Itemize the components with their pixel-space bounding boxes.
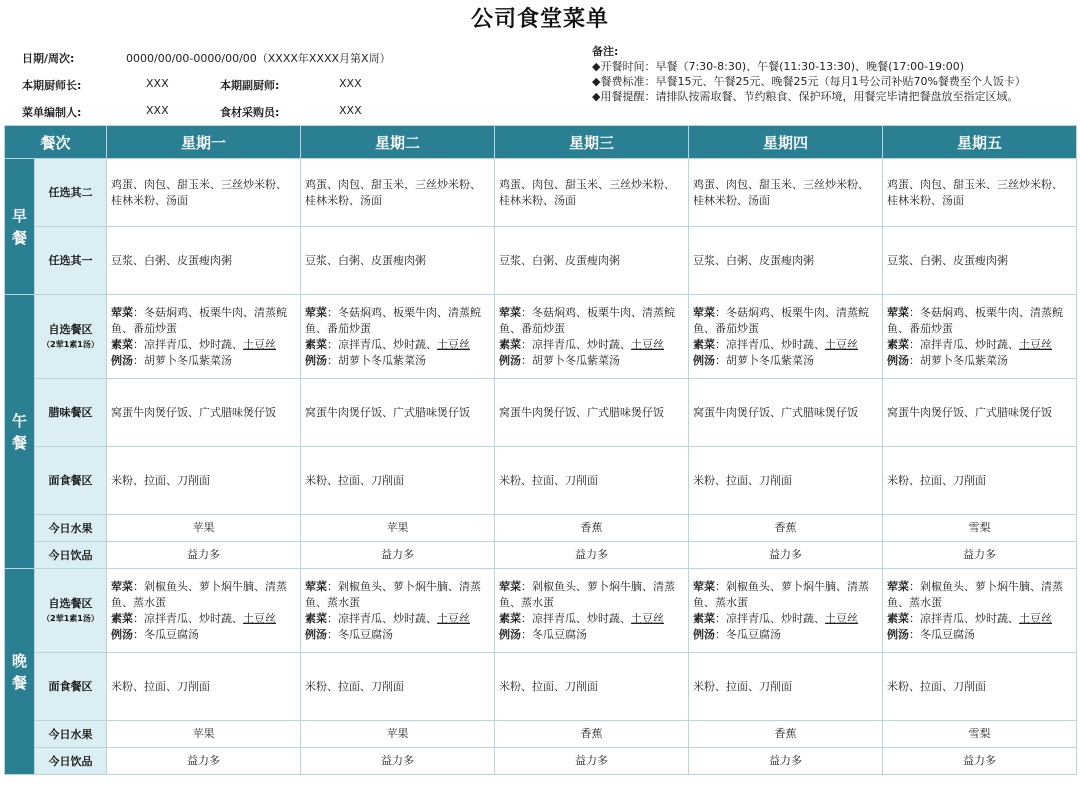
- menu-cell: 豆浆、白粥、皮蛋瘦肉粥: [689, 227, 883, 295]
- lunch-self-label: 自选餐区 （2荤1素1汤）: [35, 295, 107, 379]
- page-title: 公司食堂菜单: [470, 7, 609, 32]
- pick-two-label: 任选其二: [35, 159, 107, 227]
- lunch-cured-row: [5, 379, 1077, 447]
- menu-cell: 窝蛋牛肉煲仔饭、广式腊味煲仔饭: [107, 379, 301, 447]
- lunch-drink-row: [5, 542, 1077, 569]
- lunch-fruit-row: [5, 515, 1077, 542]
- fruit-cell: 苹果: [301, 721, 495, 748]
- pick-one-label: 任选其一: [35, 227, 107, 295]
- notes-line-hours: ◆开餐时间：早餐（7:30-8:30)、午餐(11:30-13:30)、晚餐(17:00-19:00): [592, 60, 965, 73]
- noodle-label: 面食餐区: [35, 653, 107, 721]
- fruit-cell: 苹果: [301, 515, 495, 542]
- menu-cell: 米粉、拉面、刀削面: [107, 653, 301, 721]
- menu-cell: 米粉、拉面、刀削面: [883, 447, 1077, 515]
- fruit-cell: 香蕉: [495, 721, 689, 748]
- menu-cell: 窝蛋牛肉煲仔饭、广式腊味煲仔饭: [495, 379, 689, 447]
- menu-cell: 豆浆、白粥、皮蛋瘦肉粥: [883, 227, 1077, 295]
- header-day: 星期三: [495, 126, 689, 159]
- combo-cell: 荤菜：冬菇焖鸡、板栗牛肉、清蒸鲩鱼、番茄炒蛋 素菜：凉拌青瓜、炒时蔬、土豆丝 例汤：胡萝卜冬瓜紫菜汤: [301, 295, 495, 379]
- drink-cell: 益力多: [301, 542, 495, 569]
- head-chef-value: XXX: [146, 77, 169, 90]
- date-label: 日期/周次:: [22, 52, 75, 65]
- cured-label: 腊味餐区: [35, 379, 107, 447]
- fruit-cell: 香蕉: [495, 515, 689, 542]
- menu-cell: 米粉、拉面、刀削面: [495, 447, 689, 515]
- breakfast-pick-two-row: [5, 159, 1077, 227]
- drink-cell: 益力多: [883, 542, 1077, 569]
- combo-cell: 荤菜：剁椒鱼头、萝卜焖牛腩、清蒸鱼、蒸水蛋 素菜：凉拌青瓜、炒时蔬、土豆丝 例汤：冬瓜豆腐汤: [495, 569, 689, 653]
- menu-cell: 米粉、拉面、刀削面: [107, 447, 301, 515]
- head-chef-label: 本期厨师长:: [22, 79, 82, 92]
- fruit-cell: 苹果: [107, 515, 301, 542]
- menu-cell: 鸡蛋、肉包、甜玉米、三丝炒米粉、桂林米粉、汤面: [689, 159, 883, 227]
- dinner-drink-row: [5, 748, 1077, 775]
- dinner-label: 晚 餐: [5, 569, 35, 775]
- drink-cell: 益力多: [107, 748, 301, 775]
- header-day: 星期二: [301, 126, 495, 159]
- menu-cell: 鸡蛋、肉包、甜玉米、三丝炒米粉、桂林米粉、汤面: [107, 159, 301, 227]
- menu-cell: 鸡蛋、肉包、甜玉米、三丝炒米粉、桂林米粉、汤面: [883, 159, 1077, 227]
- menu-cell: 米粉、拉面、刀削面: [883, 653, 1077, 721]
- fruit-cell: 苹果: [107, 721, 301, 748]
- combo-cell: 荤菜：冬菇焖鸡、板栗牛肉、清蒸鲩鱼、番茄炒蛋 素菜：凉拌青瓜、炒时蔬、土豆丝 例汤：胡萝卜冬瓜紫菜汤: [495, 295, 689, 379]
- menu-cell: 窝蛋牛肉煲仔饭、广式腊味煲仔饭: [301, 379, 495, 447]
- editor-label: 菜单编制人:: [22, 106, 82, 119]
- menu-cell: 鸡蛋、肉包、甜玉米、三丝炒米粉、桂林米粉、汤面: [495, 159, 689, 227]
- combo-cell: 荤菜：冬菇焖鸡、板栗牛肉、清蒸鲩鱼、番茄炒蛋 素菜：凉拌青瓜、炒时蔬、土豆丝 例汤：胡萝卜冬瓜紫菜汤: [107, 295, 301, 379]
- noodle-label: 面食餐区: [35, 447, 107, 515]
- menu-cell: 米粉、拉面、刀削面: [301, 447, 495, 515]
- header-day: 星期四: [689, 126, 883, 159]
- fruit-label: 今日水果: [35, 721, 107, 748]
- combo-cell: 荤菜：剁椒鱼头、萝卜焖牛腩、清蒸鱼、蒸水蛋 素菜：凉拌青瓜、炒时蔬、土豆丝 例汤：冬瓜豆腐汤: [883, 569, 1077, 653]
- lunch-self-row: [5, 295, 1077, 379]
- menu-table: [4, 125, 1077, 775]
- menu-cell: 米粉、拉面、刀削面: [689, 653, 883, 721]
- notes-title: 备注:: [592, 45, 619, 58]
- fruit-label: 今日水果: [35, 515, 107, 542]
- deputy-chef-value: XXX: [339, 77, 362, 90]
- drink-label: 今日饮品: [35, 748, 107, 775]
- dinner-noodle-row: [5, 653, 1077, 721]
- fruit-cell: 雪梨: [883, 721, 1077, 748]
- breakfast-label: 早 餐: [5, 159, 35, 295]
- info-row-chefs: [22, 77, 582, 104]
- combo-cell: 荤菜：剁椒鱼头、萝卜焖牛腩、清蒸鱼、蒸水蛋 素菜：凉拌青瓜、炒时蔬、土豆丝 例汤：冬瓜豆腐汤: [107, 569, 301, 653]
- combo-cell: 荤菜：冬菇焖鸡、板栗牛肉、清蒸鲩鱼、番茄炒蛋 素菜：凉拌青瓜、炒时蔬、土豆丝 例汤：胡萝卜冬瓜紫菜汤: [883, 295, 1077, 379]
- breakfast-pick-one-row: [5, 227, 1077, 295]
- menu-cell: 米粉、拉面、刀削面: [301, 653, 495, 721]
- menu-cell: 豆浆、白粥、皮蛋瘦肉粥: [495, 227, 689, 295]
- info-row-date: [22, 50, 582, 77]
- editor-value: XXX: [146, 104, 169, 117]
- notes-line-fees: ◆餐费标准：早餐15元、午餐25元、晚餐25元（每月1号公司补贴70%餐费至个人饭卡）: [592, 75, 1026, 88]
- drink-cell: 益力多: [689, 748, 883, 775]
- fruit-cell: 香蕉: [689, 721, 883, 748]
- combo-cell: 荤菜：冬菇焖鸡、板栗牛肉、清蒸鲩鱼、番茄炒蛋 素菜：凉拌青瓜、炒时蔬、土豆丝 例汤：胡萝卜冬瓜紫菜汤: [689, 295, 883, 379]
- menu-cell: 米粉、拉面、刀削面: [495, 653, 689, 721]
- menu-cell: 窝蛋牛肉煲仔饭、广式腊味煲仔饭: [883, 379, 1077, 447]
- deputy-chef-label: 本期副厨师:: [220, 79, 280, 92]
- menu-cell: 米粉、拉面、刀削面: [689, 447, 883, 515]
- notes-line-reminder: ◆用餐提醒：请排队按需取餐、节约粮食、保护环境，用餐完毕请把餐盘放至指定区域。: [592, 90, 1019, 103]
- fruit-cell: 雪梨: [883, 515, 1077, 542]
- dinner-self-row: [5, 569, 1077, 653]
- drink-label: 今日饮品: [35, 542, 107, 569]
- drink-cell: 益力多: [495, 748, 689, 775]
- notes-panel: [592, 44, 1072, 104]
- header-meal: 餐次: [5, 126, 107, 159]
- menu-cell: 豆浆、白粥、皮蛋瘦肉粥: [301, 227, 495, 295]
- dinner-fruit-row: [5, 721, 1077, 748]
- dinner-self-label: 自选餐区 （2荤1素1汤）: [35, 569, 107, 653]
- menu-cell: 窝蛋牛肉煲仔饭、广式腊味煲仔饭: [689, 379, 883, 447]
- combo-cell: 荤菜：剁椒鱼头、萝卜焖牛腩、清蒸鱼、蒸水蛋 素菜：凉拌青瓜、炒时蔬、土豆丝 例汤：冬瓜豆腐汤: [689, 569, 883, 653]
- purchaser-value: XXX: [339, 104, 362, 117]
- header-row: [5, 126, 1077, 159]
- drink-cell: 益力多: [107, 542, 301, 569]
- drink-cell: 益力多: [883, 748, 1077, 775]
- date-value: 0000/00/00-0000/00/00（XXXX年XXXX月第X周）: [126, 52, 391, 65]
- header-day: 星期五: [883, 126, 1077, 159]
- menu-cell: 鸡蛋、肉包、甜玉米、三丝炒米粉、桂林米粉、汤面: [301, 159, 495, 227]
- info-panel: [22, 50, 582, 131]
- lunch-label: 午 餐: [5, 295, 35, 569]
- drink-cell: 益力多: [301, 748, 495, 775]
- drink-cell: 益力多: [689, 542, 883, 569]
- menu-cell: 豆浆、白粥、皮蛋瘦肉粥: [107, 227, 301, 295]
- purchaser-label: 食材采购员:: [220, 106, 280, 119]
- drink-cell: 益力多: [495, 542, 689, 569]
- combo-cell: 荤菜：剁椒鱼头、萝卜焖牛腩、清蒸鱼、蒸水蛋 素菜：凉拌青瓜、炒时蔬、土豆丝 例汤：冬瓜豆腐汤: [301, 569, 495, 653]
- fruit-cell: 香蕉: [689, 515, 883, 542]
- header-day: 星期一: [107, 126, 301, 159]
- lunch-noodle-row: [5, 447, 1077, 515]
